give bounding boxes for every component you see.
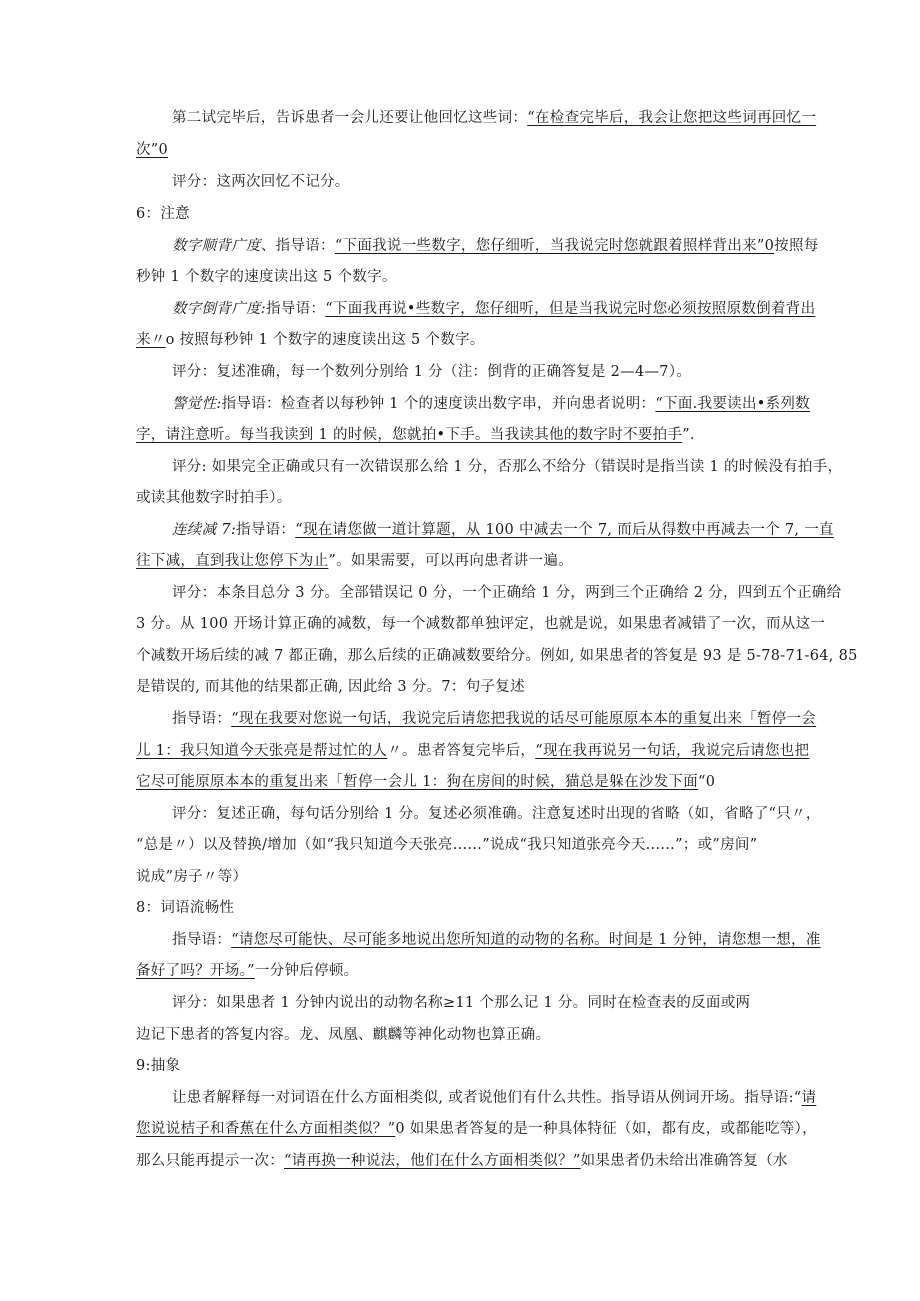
- line-15: [136, 551, 573, 571]
- text: 〃。患者答复完毕后，: [387, 743, 536, 759]
- text: 指导语：检查者以每秒钟 1 个的速度读出数字串，并向患者说明：: [221, 396, 656, 412]
- underlined-instruction: “请您尽可能快、尽可能多地说出您所知道的动物的名称。时间是 1 分钟，请您想一想，准: [231, 932, 821, 948]
- item-title: 连续减 7:: [172, 522, 237, 538]
- line-16: [172, 583, 841, 603]
- underlined-instruction: “下面我说一些数字，您仔细听，当我说完时您就跟着照样背出来”0: [334, 238, 775, 254]
- underlined-instruction: “现在请您做一道计算题，从 100 中减去一个 7, 而后从得数中再减去一个 7, 一直: [295, 522, 834, 538]
- line-14: [172, 520, 834, 540]
- underlined-instruction: 它尽可能原原本本的重复出来「暂停一会儿 1：狗在房间的时候，猫总是躲在沙发下面: [136, 774, 699, 790]
- line-9: [172, 362, 691, 382]
- line-32: [172, 1088, 816, 1108]
- text: 一分钟后停顿。: [254, 963, 359, 979]
- line-19: [136, 677, 525, 697]
- line-11: [136, 425, 695, 445]
- underlined-instruction: 备好了吗？开场。”: [136, 963, 255, 979]
- section-heading-fluency: [136, 898, 234, 918]
- line-1: [172, 108, 816, 128]
- line-10: [172, 394, 810, 414]
- text: 那么只能再提示一次：: [136, 1153, 284, 1169]
- text: “0: [698, 774, 716, 790]
- line-8: [136, 330, 485, 350]
- text: 说成”房子〃等）: [136, 869, 248, 885]
- line-18: [136, 646, 858, 666]
- text: 评分：复述正确，每句话分别给 1 分。复述必须准确。注意复述时出现的省略（如，省略了“只〃，: [172, 806, 821, 822]
- line-17: [136, 614, 825, 634]
- line-3: [172, 172, 350, 192]
- line-13: [136, 488, 292, 508]
- item-title: 警觉性:: [172, 396, 222, 412]
- line-22: [136, 772, 715, 792]
- line-2: [136, 140, 168, 160]
- line-25: [136, 867, 247, 887]
- line-20: [172, 709, 816, 729]
- underlined-instruction: “在检查完毕后，我会让您把这些词再回忆一: [527, 110, 817, 126]
- text: ”。如果需要，可以再向患者讲一遍。: [328, 553, 573, 569]
- underlined-instruction: 次”0: [136, 142, 169, 158]
- item-title: 数字顺背广度: [172, 238, 261, 254]
- underlined-instruction: 来〃: [136, 332, 166, 348]
- line-28: [136, 961, 358, 981]
- line-27: [172, 930, 821, 950]
- line-29: [172, 993, 750, 1013]
- text: 、指导语：: [260, 238, 335, 254]
- line-23: [172, 804, 821, 824]
- line-21: [136, 741, 809, 761]
- text: 边记下患者的答复内容。龙、凤凰、麒麟等神化动物也算正确。: [136, 1027, 551, 1043]
- underlined-instruction: 往下减，直到我让您停下为止: [136, 553, 329, 569]
- line-12: [172, 457, 842, 477]
- text: 秒钟 1 个数字的速度读出这 5 个数字。: [136, 269, 397, 285]
- text: 让患者解释每一对词语在什么方面相类似, 或者说他们有什么共性。指导语从例词开场。指导语:“: [172, 1090, 802, 1106]
- text: ”.: [682, 427, 695, 443]
- text: 评分: 如果完全正确或只有一次错误那么给 1 分，否那么不给分（错误时是指当读 1 的时候没有拍手，: [172, 459, 843, 475]
- underlined-instruction: “现在我再说另一句话，我说完后请您也把: [535, 743, 810, 759]
- line-33: [136, 1119, 817, 1139]
- underlined-instruction: “下面.我要读出•系列数: [655, 396, 811, 412]
- text: 或读其他数字时拍手）。: [136, 490, 292, 506]
- heading-text: 6：注意: [136, 206, 190, 222]
- line-34: [136, 1151, 788, 1171]
- underlined-instruction: “现在我要对您说一句话，我说完后请您把我说的话尽可能原原本本的重复出来「暂停一会: [231, 711, 817, 727]
- underlined-instruction: “请再换一种说法，他们在什么方面相类似？”: [284, 1153, 581, 1169]
- underlined-instruction: “下面我再说•些数字，您仔细听，但是当我说完时您必须按照原数倒着背出: [325, 301, 816, 317]
- line-24: [136, 835, 757, 855]
- text: 指导语：: [266, 301, 326, 317]
- underlined-instruction: 您说说桔子和香蕉在什么方面相类似？”: [136, 1121, 396, 1137]
- text: 第二试完毕后，告诉患者一会儿还要让他回忆这些词：: [172, 110, 528, 126]
- text: 如果患者仍未给出准确答复（水: [580, 1153, 788, 1169]
- text: 指导语：: [172, 932, 232, 948]
- line-7: [172, 299, 815, 319]
- section-heading-attention: [136, 204, 190, 224]
- text: 评分：复述准确，每一个数列分别给 1 分（注：倒背的正确答复是 2—4—7）。: [172, 364, 692, 380]
- heading-text: 9:抽象: [136, 1058, 181, 1074]
- section-heading-abstraction: [136, 1056, 180, 1076]
- text: 按照每: [774, 238, 819, 254]
- text: 指导语：: [236, 522, 296, 538]
- text: 指导语：: [172, 711, 232, 727]
- text: 评分：这两次回忆不记分。: [172, 174, 350, 190]
- heading-text: 8：词语流畅性: [136, 900, 235, 916]
- text: 3 分。从 100 开场计算正确的减数，每一个减数都单独评定，也就是说，如果患者减错了一次，而从这一: [136, 616, 826, 632]
- underlined-instruction: 字，请注意听。每当我读到 1 的时候，您就拍•下手。当我读其他的数字时不要拍手: [136, 427, 683, 443]
- item-title: 数字倒背广度:: [172, 301, 266, 317]
- line-30: [136, 1025, 550, 1045]
- text: 评分：本条目总分 3 分。全部错误记 0 分，一个正确给 1 分，两到三个正确给 2 分，四到五个正确给: [172, 585, 842, 601]
- underlined-instruction: 请: [801, 1090, 817, 1106]
- text: “总是〃）以及替换/增加（如“我只知道今天张亮……”说成“我只知道张亮今天......”；或”房间”: [136, 837, 758, 853]
- line-5: [172, 236, 819, 256]
- text: 评分：如果患者 1 分钟内说出的动物名称≥11 个那么记 1 分。同时在检查表的反面或两: [172, 995, 751, 1011]
- text: 个减数开场后续的减 7 都正确，那么后续的正确减数要给分。例如, 如果患者的答复是 93 是 5-78-71-64, 85: [136, 648, 858, 664]
- text: 是错误的, 而其他的结果都正确, 因此给 3 分。7：句子复述: [136, 679, 525, 695]
- text: 0 如果患者答复的是一种具体特征（如，都有皮，或都能吃等），: [395, 1121, 817, 1137]
- underlined-instruction: 儿 1：我只知道今天张亮是帮过忙的人: [136, 743, 388, 759]
- line-6: [136, 267, 397, 287]
- text: o 按照每秒钟 1 个数字的速度读出这 5 个数字。: [165, 332, 485, 348]
